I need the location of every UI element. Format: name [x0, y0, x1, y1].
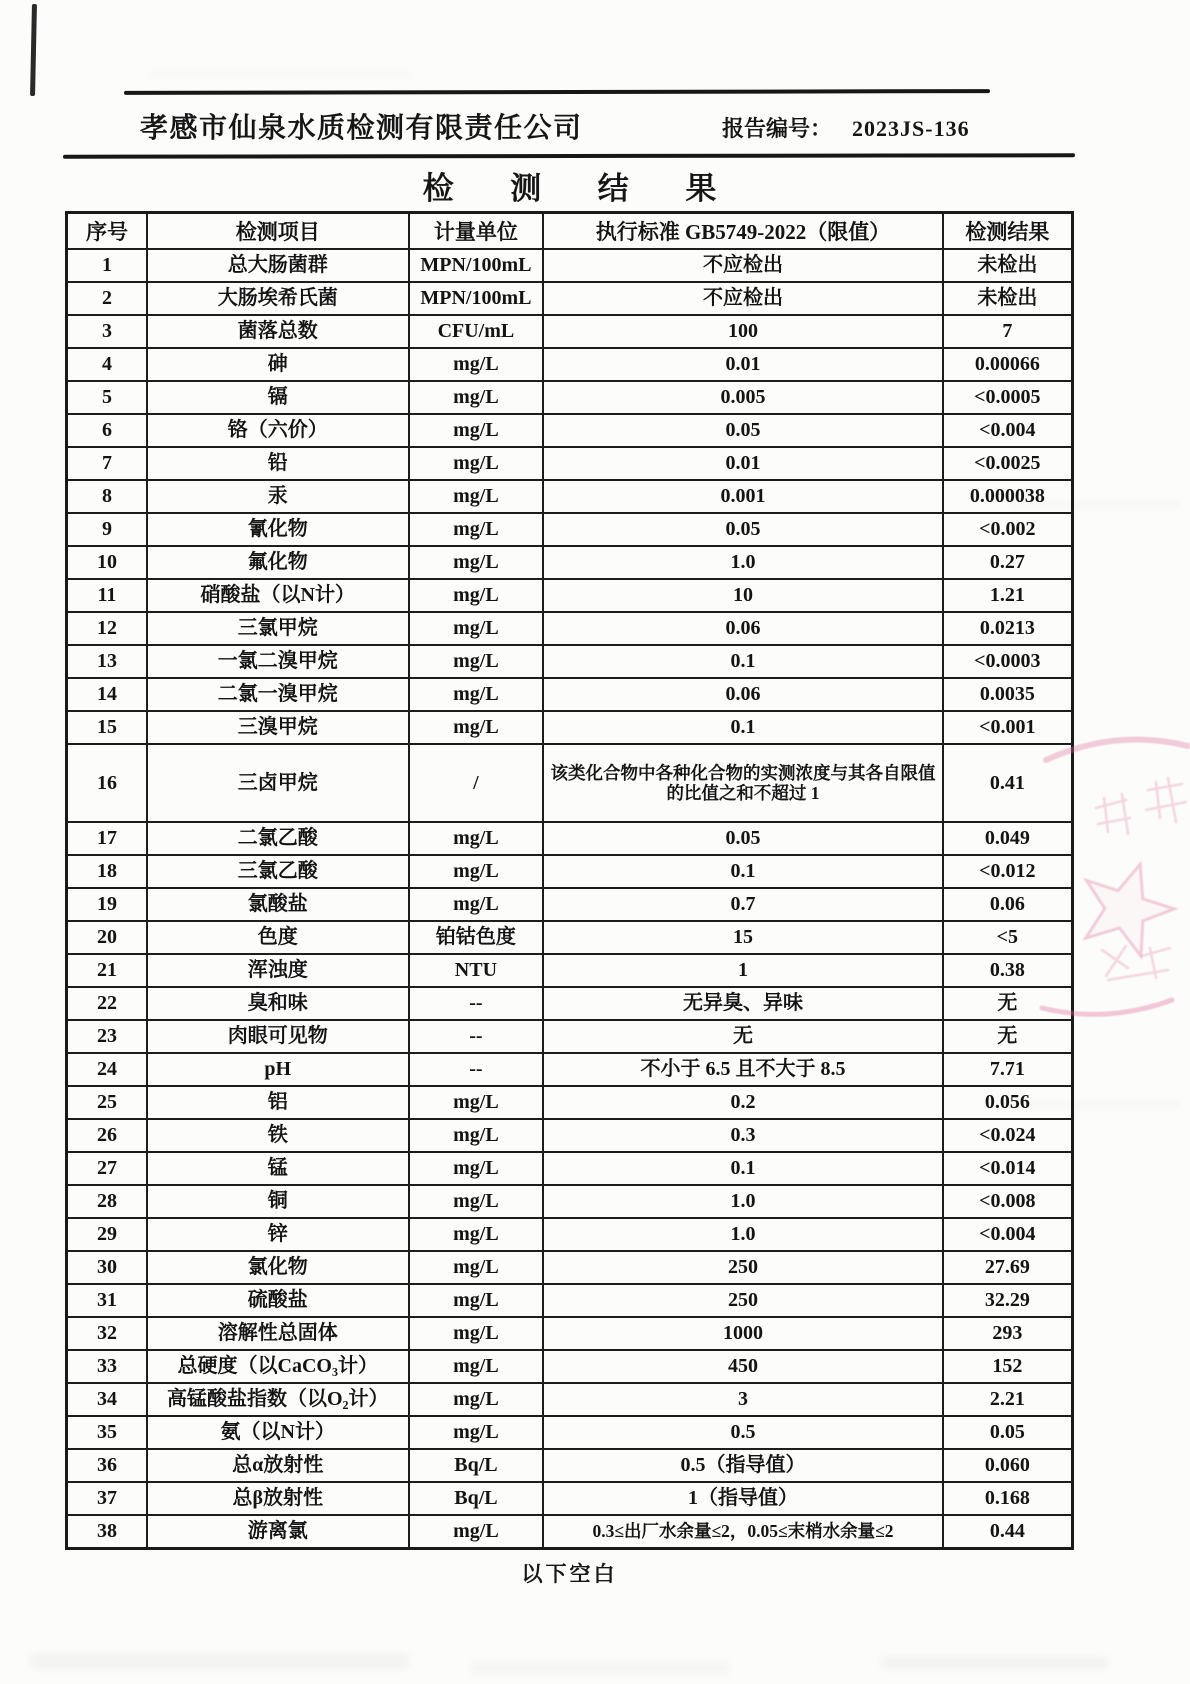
report-number-value: 2023JS-136: [852, 116, 970, 141]
cell-result: 0.06: [943, 888, 1073, 921]
cell-result: <0.0003: [943, 645, 1073, 678]
cell-index: 25: [67, 1086, 147, 1119]
table-row: [67, 1383, 1073, 1416]
cell-item: 汞: [147, 480, 409, 513]
cell-index: 32: [67, 1317, 147, 1350]
cell-unit: mg/L: [409, 1284, 544, 1317]
cell-index: 34: [67, 1383, 147, 1416]
cell-unit: mg/L: [409, 1251, 544, 1284]
cell-index: 19: [67, 888, 147, 921]
cell-standard: 不应检出: [543, 282, 942, 315]
cell-index: 31: [67, 1284, 147, 1317]
cell-unit: mg/L: [409, 1218, 544, 1251]
cell-unit: mg/L: [409, 1317, 544, 1350]
cell-index: 33: [67, 1350, 147, 1383]
cell-standard: 100: [543, 315, 942, 348]
cell-item: 二氯乙酸: [147, 822, 409, 855]
cell-unit: --: [409, 987, 544, 1020]
cell-index: 23: [67, 1020, 147, 1053]
report-number: [722, 112, 970, 143]
table-row: [67, 711, 1073, 744]
cell-unit: /: [409, 744, 544, 822]
table-row: [67, 1416, 1073, 1449]
table-row: [67, 249, 1073, 282]
cell-unit: mg/L: [409, 711, 544, 744]
header-bottom-rule: [63, 153, 1075, 158]
cell-item: 溶解性总固体: [147, 1317, 409, 1350]
cell-index: 26: [67, 1119, 147, 1152]
cell-unit: mg/L: [409, 1383, 544, 1416]
table-row: [67, 1218, 1073, 1251]
cell-result: 7.71: [943, 1053, 1073, 1086]
table-row: [67, 1152, 1073, 1185]
cell-result: 32.29: [943, 1284, 1073, 1317]
cell-index: 35: [67, 1416, 147, 1449]
cell-unit: CFU/mL: [409, 315, 544, 348]
cell-item: 三溴甲烷: [147, 711, 409, 744]
table-row: [67, 282, 1073, 315]
cell-item: 三卤甲烷: [147, 744, 409, 822]
cell-unit: --: [409, 1053, 544, 1086]
cell-unit: mg/L: [409, 381, 544, 414]
cell-unit: mg/L: [409, 888, 544, 921]
cell-index: 17: [67, 822, 147, 855]
cell-index: 28: [67, 1185, 147, 1218]
cell-standard: 1.0: [543, 1185, 942, 1218]
column-header-result: 检测结果: [943, 213, 1073, 250]
cell-result: <0.0005: [943, 381, 1073, 414]
table-row: [67, 1185, 1073, 1218]
cell-unit: mg/L: [409, 645, 544, 678]
table-row: [67, 1482, 1073, 1515]
report-number-label: 报告编号：: [722, 116, 833, 141]
table-row: [67, 612, 1073, 645]
cell-result: 0.049: [943, 822, 1073, 855]
cell-item: 砷: [147, 348, 409, 381]
cell-item: pH: [147, 1053, 409, 1086]
cell-result: 0.0213: [943, 612, 1073, 645]
cell-result: 7: [943, 315, 1073, 348]
cell-index: 4: [67, 348, 147, 381]
cell-standard: 15: [543, 921, 942, 954]
cell-index: 2: [67, 282, 147, 315]
cell-result: 0.056: [943, 1086, 1073, 1119]
cell-item: 铅: [147, 447, 409, 480]
cell-item: 高锰酸盐指数（以O₂计）: [147, 1383, 409, 1416]
cell-item: 氨（以N计）: [147, 1416, 409, 1449]
table-row: [67, 678, 1073, 711]
cell-index: 15: [67, 711, 147, 744]
cell-standard: 0.1: [543, 711, 942, 744]
cell-standard: 0.5: [543, 1416, 942, 1449]
cell-result: 0.168: [943, 1482, 1073, 1515]
table-row: [67, 381, 1073, 414]
cell-unit: mg/L: [409, 1119, 544, 1152]
cell-standard: 无异臭、异味: [543, 987, 942, 1020]
cell-unit: mg/L: [409, 1086, 544, 1119]
cell-standard: 450: [543, 1350, 942, 1383]
cell-item: 臭和味: [147, 987, 409, 1020]
table-row: [67, 1020, 1073, 1053]
cell-item: 氟化物: [147, 546, 409, 579]
cell-item: 总β放射性: [147, 1482, 409, 1515]
cell-item: 肉眼可见物: [147, 1020, 409, 1053]
cell-index: 14: [67, 678, 147, 711]
cell-item: 二氯一溴甲烷: [147, 678, 409, 711]
cell-item: 锌: [147, 1218, 409, 1251]
cell-item: 大肠埃希氏菌: [147, 282, 409, 315]
cell-index: 8: [67, 480, 147, 513]
cell-standard: 0.2: [543, 1086, 942, 1119]
cell-unit: mg/L: [409, 447, 544, 480]
cell-result: 0.38: [943, 954, 1073, 987]
table-row: [67, 921, 1073, 954]
cell-index: 13: [67, 645, 147, 678]
cell-standard: 10: [543, 579, 942, 612]
cell-result: <0.001: [943, 711, 1073, 744]
cell-result: <0.002: [943, 513, 1073, 546]
cell-index: 20: [67, 921, 147, 954]
cell-unit: mg/L: [409, 1515, 544, 1549]
cell-item: 硫酸盐: [147, 1284, 409, 1317]
table-header-row: [67, 213, 1073, 250]
cell-index: 30: [67, 1251, 147, 1284]
cell-item: 总硬度（以CaCO₃计）: [147, 1350, 409, 1383]
cell-result: 293: [943, 1317, 1073, 1350]
cell-item: 铬（六价）: [147, 414, 409, 447]
cell-result: <0.0025: [943, 447, 1073, 480]
table-row: [67, 579, 1073, 612]
table-row: [67, 1053, 1073, 1086]
cell-standard: 3: [543, 1383, 942, 1416]
cell-unit: mg/L: [409, 348, 544, 381]
table-row: [67, 414, 1073, 447]
table-row: [67, 546, 1073, 579]
cell-standard: 不小于 6.5 且不大于 8.5: [543, 1053, 942, 1086]
table-row: [67, 1350, 1073, 1383]
cell-item: 铝: [147, 1086, 409, 1119]
cell-unit: mg/L: [409, 513, 544, 546]
cell-item: 一氯二溴甲烷: [147, 645, 409, 678]
table-row: [67, 1251, 1073, 1284]
table-row: [67, 1086, 1073, 1119]
table-row: [67, 744, 1073, 822]
scan-artifact: [880, 1656, 1110, 1670]
cell-unit: 铂钴色度: [409, 921, 544, 954]
cell-standard: 无: [543, 1020, 942, 1053]
scan-artifact: [30, 1652, 410, 1670]
cell-unit: mg/L: [409, 855, 544, 888]
cell-standard: 0.06: [543, 678, 942, 711]
cell-result: 152: [943, 1350, 1073, 1383]
cell-unit: MPN/100mL: [409, 249, 544, 282]
cell-unit: mg/L: [409, 1185, 544, 1218]
table-row: [67, 855, 1073, 888]
cell-index: 18: [67, 855, 147, 888]
cell-index: 37: [67, 1482, 147, 1515]
cell-standard: 0.01: [543, 447, 942, 480]
company-name: 孝感市仙泉水质检测有限责任公司: [140, 112, 583, 143]
table-row: [67, 447, 1073, 480]
cell-standard: 0.1: [543, 645, 942, 678]
cell-result: <0.008: [943, 1185, 1073, 1218]
cell-result: 0.0035: [943, 678, 1073, 711]
cell-result: 无: [943, 987, 1073, 1020]
header-top-rule: [124, 89, 990, 95]
column-header-item: 检测项目: [147, 213, 409, 250]
cell-unit: mg/L: [409, 1152, 544, 1185]
cell-index: 27: [67, 1152, 147, 1185]
cell-result: 无: [943, 1020, 1073, 1053]
cell-item: 镉: [147, 381, 409, 414]
cell-item: 三氯乙酸: [147, 855, 409, 888]
cell-result: 0.44: [943, 1515, 1073, 1549]
table-row: [67, 480, 1073, 513]
cell-unit: mg/L: [409, 612, 544, 645]
cell-standard: 1: [543, 954, 942, 987]
cell-index: 12: [67, 612, 147, 645]
cell-unit: mg/L: [409, 678, 544, 711]
cell-item: 色度: [147, 921, 409, 954]
cell-item: 硝酸盐（以N计）: [147, 579, 409, 612]
cell-result: 1.21: [943, 579, 1073, 612]
table-row: [67, 348, 1073, 381]
cell-standard: 0.001: [543, 480, 942, 513]
cell-standard: 0.1: [543, 855, 942, 888]
seal-glyph-strokes: [1096, 778, 1186, 980]
table-row: [67, 987, 1073, 1020]
cell-standard: 0.01: [543, 348, 942, 381]
scan-artifact: [470, 1662, 730, 1674]
column-header-index: 序号: [67, 213, 147, 250]
cell-unit: mg/L: [409, 1416, 544, 1449]
cell-index: 11: [67, 579, 147, 612]
cell-item: 总α放射性: [147, 1449, 409, 1482]
cell-result: 0.05: [943, 1416, 1073, 1449]
cell-result: 0.000038: [943, 480, 1073, 513]
cell-standard: 0.005: [543, 381, 942, 414]
cell-item: 总大肠菌群: [147, 249, 409, 282]
cell-unit: Bq/L: [409, 1482, 544, 1515]
cell-item: 氰化物: [147, 513, 409, 546]
cell-unit: MPN/100mL: [409, 282, 544, 315]
cell-result: 0.060: [943, 1449, 1073, 1482]
cell-index: 16: [67, 744, 147, 822]
cell-standard: 250: [543, 1251, 942, 1284]
cell-result: <0.012: [943, 855, 1073, 888]
cell-index: 9: [67, 513, 147, 546]
table-row: [67, 1284, 1073, 1317]
cell-standard: 0.7: [543, 888, 942, 921]
cell-standard: 0.3≤出厂水余量≤2，0.05≤末梢水余量≤2: [543, 1515, 942, 1549]
cell-result: 0.27: [943, 546, 1073, 579]
cell-index: 29: [67, 1218, 147, 1251]
cell-standard: 0.05: [543, 513, 942, 546]
cell-item: 浑浊度: [147, 954, 409, 987]
cell-unit: NTU: [409, 954, 544, 987]
cell-index: 10: [67, 546, 147, 579]
cell-unit: --: [409, 1020, 544, 1053]
cell-standard: 0.05: [543, 414, 942, 447]
column-header-unit: 计量单位: [409, 213, 544, 250]
cell-index: 1: [67, 249, 147, 282]
cell-unit: mg/L: [409, 579, 544, 612]
cell-result: <0.004: [943, 1218, 1073, 1251]
cell-index: 21: [67, 954, 147, 987]
cell-index: 7: [67, 447, 147, 480]
table-row: [67, 513, 1073, 546]
cell-result: 未检出: [943, 249, 1073, 282]
table-row: [67, 1515, 1073, 1549]
cell-item: 铜: [147, 1185, 409, 1218]
cell-index: 22: [67, 987, 147, 1020]
cell-index: 6: [67, 414, 147, 447]
cell-standard: 1（指导值）: [543, 1482, 942, 1515]
results-table: [65, 211, 1074, 1550]
cell-standard: 该类化合物中各种化合物的实测浓度与其各自限值的比值之和不超过 1: [543, 744, 942, 822]
cell-result: 27.69: [943, 1251, 1073, 1284]
cell-item: 氯酸盐: [147, 888, 409, 921]
cell-result: <5: [943, 921, 1073, 954]
cell-item: 氯化物: [147, 1251, 409, 1284]
table-row: [67, 1119, 1073, 1152]
cell-unit: Bq/L: [409, 1449, 544, 1482]
cell-item: 三氯甲烷: [147, 612, 409, 645]
scan-artifact: [30, 4, 37, 96]
cell-unit: mg/L: [409, 822, 544, 855]
column-header-standard: 执行标准 GB5749-2022（限值）: [543, 213, 942, 250]
cell-item: 菌落总数: [147, 315, 409, 348]
cell-standard: 1.0: [543, 1218, 942, 1251]
cell-unit: mg/L: [409, 1350, 544, 1383]
cell-standard: 1.0: [543, 546, 942, 579]
cell-result: 0.41: [943, 744, 1073, 822]
cell-index: 3: [67, 315, 147, 348]
cell-unit: mg/L: [409, 414, 544, 447]
cell-result: <0.014: [943, 1152, 1073, 1185]
cell-standard: 0.3: [543, 1119, 942, 1152]
table-row: [67, 1317, 1073, 1350]
cell-index: 38: [67, 1515, 147, 1549]
scan-artifact: [150, 70, 410, 78]
cell-index: 24: [67, 1053, 147, 1086]
cell-result: <0.004: [943, 414, 1073, 447]
table-row: [67, 315, 1073, 348]
cell-standard: 1000: [543, 1317, 942, 1350]
cell-result: <0.024: [943, 1119, 1073, 1152]
cell-result: 0.00066: [943, 348, 1073, 381]
page-title: 检 测 结 果: [422, 171, 741, 206]
table-row: [67, 954, 1073, 987]
cell-standard: 不应检出: [543, 249, 942, 282]
cell-unit: mg/L: [409, 546, 544, 579]
table-row: [67, 645, 1073, 678]
cell-result: 未检出: [943, 282, 1073, 315]
cell-index: 5: [67, 381, 147, 414]
cell-unit: mg/L: [409, 480, 544, 513]
table-row: [67, 888, 1073, 921]
footer-note: 以下空白: [521, 1563, 618, 1586]
cell-standard: 0.1: [543, 1152, 942, 1185]
cell-item: 游离氯: [147, 1515, 409, 1549]
cell-result: 2.21: [943, 1383, 1073, 1416]
cell-standard: 0.5（指导值）: [543, 1449, 942, 1482]
cell-item: 锰: [147, 1152, 409, 1185]
table-row: [67, 822, 1073, 855]
cell-standard: 0.06: [543, 612, 942, 645]
seal-star-icon: [1070, 850, 1184, 961]
cell-standard: 250: [543, 1284, 942, 1317]
cell-index: 36: [67, 1449, 147, 1482]
cell-standard: 0.05: [543, 822, 942, 855]
table-row: [67, 1449, 1073, 1482]
cell-item: 铁: [147, 1119, 409, 1152]
